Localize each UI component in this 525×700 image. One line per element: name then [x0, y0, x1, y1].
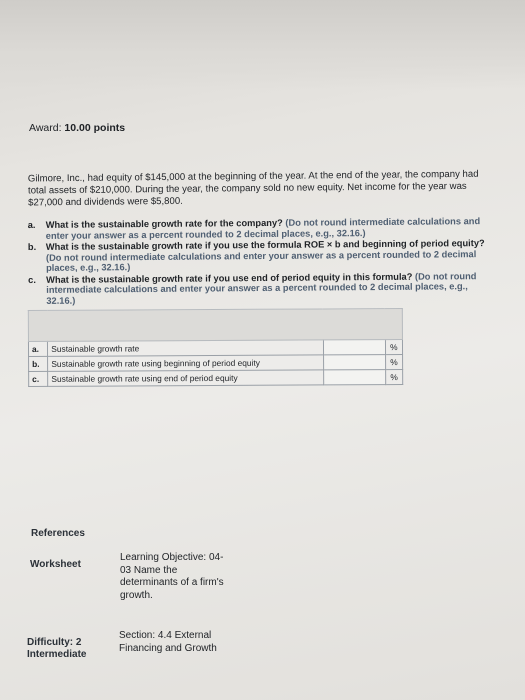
question-b [28, 238, 498, 274]
percent-unit: % [385, 355, 402, 370]
answer-input-a[interactable] [323, 340, 385, 355]
question-hint: (Do not round intermediate calculations and enter your answer as a percent rounded to 2 decimal places, e.g., 32.16.) [45, 216, 481, 241]
answer-table-header [28, 309, 402, 342]
question-a [28, 216, 498, 241]
question-c [28, 270, 498, 306]
row-label: Sustainable growth rate using end of period equity [48, 370, 324, 386]
question-hint: (Do not round intermediate calculations and enter your answer as a percent rounded to 2 decimal places, e.g., 32.16.) [46, 270, 477, 306]
difficulty-label: Difficulty: 2 Intermediate [27, 637, 87, 660]
percent-unit: % [385, 340, 402, 355]
award-label: Award: [29, 122, 62, 134]
award-value: 10.00 points [64, 122, 126, 134]
question-text: What is the sustainable growth rate if you use the formula ROE × b and beginning of period equity? [45, 238, 485, 252]
paper-shadow [0, 0, 525, 90]
header-cell [28, 309, 402, 342]
answer-table [28, 308, 403, 387]
row-letter: b. [29, 356, 48, 371]
question-hint: (Do not round intermediate calculations and enter your answer as a percent rounded to 2 decimal places, e.g., 32.16.) [45, 248, 477, 273]
worksheet-label: Worksheet [30, 559, 81, 570]
percent-unit: % [385, 370, 402, 385]
learning-objective: Learning Objective: 04-03 Name the determinants of a firm's growth. [120, 552, 224, 601]
question-letter: b. [27, 241, 37, 253]
question-list [28, 216, 499, 307]
row-letter: c. [29, 371, 48, 386]
row-letter: a. [28, 341, 47, 356]
question-text: What is the sustainable growth rate for the company? [45, 217, 283, 230]
award-line [29, 122, 125, 134]
question-letter: c. [28, 274, 36, 285]
references-heading: References [31, 528, 85, 539]
answer-input-c[interactable] [324, 370, 386, 385]
row-label: Sustainable growth rate [48, 340, 324, 356]
question-letter: a. [27, 219, 36, 231]
answer-input-b[interactable] [323, 355, 385, 370]
row-label: Sustainable growth rate using beginning of period equity [48, 355, 324, 371]
answer-row-c [29, 370, 403, 387]
problem-intro: Gilmore, Inc., had equity of $145,000 at the beginning of the year. At the end of the year, the company had total assets of $210,000. During the year, the company sold no new equity. Net income for the year was $27,000 and dividends were $5,800. [27, 168, 479, 209]
section-label: Section: 4.4 External Financing and Growth [119, 630, 217, 654]
question-text: What is the sustainable growth rate if you use end of period equity in this formula? [46, 271, 413, 285]
